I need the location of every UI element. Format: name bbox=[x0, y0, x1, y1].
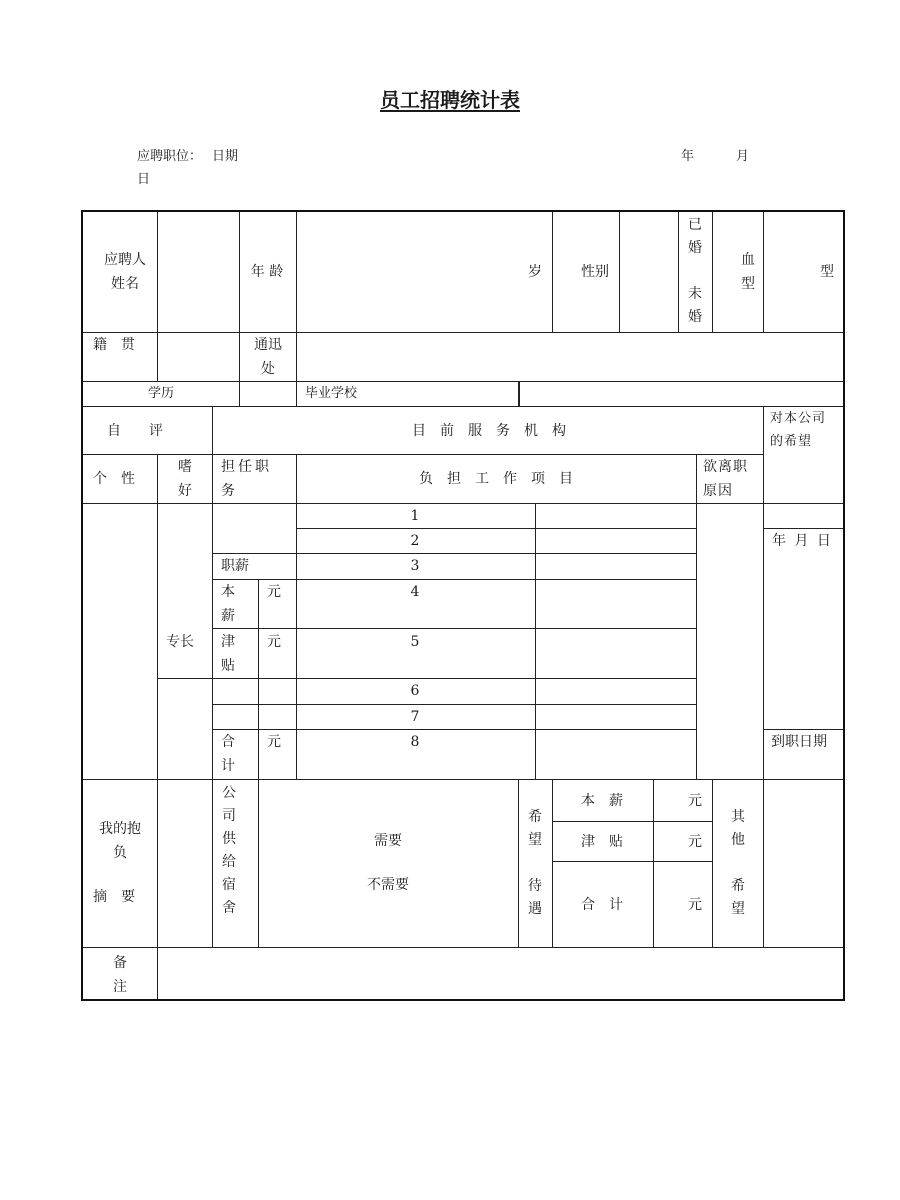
hope-company-label: 对本公司 的希望 bbox=[770, 411, 827, 449]
company-provide-label: 公司供给宿舍 bbox=[222, 785, 236, 916]
col-line bbox=[296, 332, 297, 381]
leave-reason-label: 欲离职 原因 bbox=[703, 459, 748, 499]
applicant-name-label: 应聘人 姓名 bbox=[104, 252, 146, 292]
origin-label: 籍 贯 bbox=[93, 337, 135, 353]
gender-label: 性别 bbox=[581, 264, 609, 280]
day-label: 日 bbox=[137, 172, 151, 187]
row-line bbox=[83, 332, 843, 333]
work-item-number: 2 bbox=[410, 533, 420, 549]
col-line bbox=[535, 503, 536, 779]
allowance-label: 津 贴 bbox=[221, 634, 235, 674]
row-line bbox=[212, 553, 696, 554]
col-line bbox=[157, 332, 158, 381]
married-label: 已婚 bbox=[688, 217, 702, 256]
col-line bbox=[296, 454, 297, 503]
yuan-unit: 元 bbox=[688, 834, 702, 850]
col-line bbox=[712, 779, 713, 947]
position-label: 应聘职位： bbox=[137, 149, 203, 164]
total-label: 合 计 bbox=[221, 734, 235, 774]
row-line bbox=[212, 579, 696, 580]
blood-type-label: 型 bbox=[820, 264, 834, 280]
col-line bbox=[239, 332, 240, 381]
yuan-unit: 元 bbox=[688, 793, 702, 809]
page-title: 员工招聘统计表 bbox=[380, 88, 520, 112]
col-line bbox=[296, 381, 297, 406]
work-item-number: 6 bbox=[410, 683, 420, 699]
col-line bbox=[212, 779, 213, 947]
other-hope-label: 希望 bbox=[731, 878, 745, 917]
yuan-unit: 元 bbox=[267, 634, 281, 650]
col-line bbox=[712, 212, 713, 332]
year-label: 年 bbox=[681, 149, 695, 164]
job-salary-label: 职薪 bbox=[221, 558, 249, 574]
work-items-label: 负 担 工 作 项 目 bbox=[419, 471, 573, 487]
col-line bbox=[696, 454, 697, 779]
row-line bbox=[212, 704, 696, 705]
row-line bbox=[83, 947, 843, 948]
other-label: 其他 bbox=[731, 809, 745, 848]
col-line bbox=[239, 212, 240, 332]
yuan-unit: 元 bbox=[688, 897, 702, 913]
col-line bbox=[239, 381, 240, 406]
specialty-label: 专长 bbox=[166, 634, 194, 650]
need-label: 需要 bbox=[374, 833, 402, 849]
col-line bbox=[518, 381, 520, 406]
no-need-label: 不需要 bbox=[367, 877, 409, 893]
row-line bbox=[552, 821, 712, 822]
total-pay-label: 合 计 bbox=[581, 897, 623, 913]
month-label: 月 bbox=[736, 149, 750, 164]
col-line bbox=[653, 779, 654, 947]
row-line bbox=[83, 779, 843, 780]
ymd-label: 年 月 日 bbox=[772, 533, 833, 549]
yuan-unit: 元 bbox=[267, 584, 281, 600]
col-line bbox=[619, 212, 620, 332]
base-salary-label: 本 薪 bbox=[221, 584, 235, 624]
col-line bbox=[157, 947, 158, 999]
row-line bbox=[552, 861, 712, 862]
summary-label: 摘 要 bbox=[93, 889, 135, 905]
row-line bbox=[158, 678, 696, 679]
col-line bbox=[157, 454, 158, 779]
row-line bbox=[83, 381, 843, 382]
col-line bbox=[157, 212, 158, 332]
treatment-label: 待遇 bbox=[528, 878, 542, 917]
col-line bbox=[763, 779, 764, 947]
col-line bbox=[552, 779, 553, 947]
unmarried-label: 未婚 bbox=[688, 286, 702, 325]
col-line bbox=[157, 779, 158, 947]
work-item-number: 5 bbox=[410, 634, 420, 650]
address-label: 通迅 处 bbox=[254, 337, 282, 377]
school-label: 毕业学校 bbox=[305, 386, 358, 401]
row-line bbox=[212, 729, 696, 730]
col-line bbox=[212, 406, 213, 503]
start-date-label: 到职日期 bbox=[771, 734, 827, 750]
col-line bbox=[258, 579, 259, 678]
date-label: 日期 bbox=[212, 149, 239, 164]
row-line bbox=[83, 406, 843, 407]
col-line bbox=[258, 779, 259, 947]
remark-label: 备 注 bbox=[113, 955, 127, 995]
col-line bbox=[518, 779, 519, 947]
work-item-number: 1 bbox=[410, 508, 420, 524]
current-org-label: 目 前 服 务 机 构 bbox=[412, 423, 566, 439]
col-line bbox=[212, 503, 213, 779]
age-label: 年 龄 bbox=[250, 264, 284, 280]
col-line bbox=[763, 406, 764, 779]
col-line bbox=[296, 503, 297, 779]
col-line bbox=[296, 212, 297, 332]
col-line bbox=[763, 212, 764, 332]
work-item-number: 8 bbox=[410, 734, 420, 750]
work-item-number: 3 bbox=[410, 558, 420, 574]
age-unit: 岁 bbox=[528, 264, 542, 280]
education-label: 学历 bbox=[148, 386, 175, 401]
duty-label: 担任职 务 bbox=[221, 459, 272, 499]
personality-label: 个 性 bbox=[93, 471, 135, 487]
hobby-label: 嗜 好 bbox=[178, 459, 192, 499]
work-item-number: 7 bbox=[410, 709, 420, 725]
work-item-number: 4 bbox=[410, 584, 420, 600]
self-eval-label: 自 评 bbox=[107, 423, 163, 439]
hope-label: 希望 bbox=[528, 809, 542, 848]
blood-label: 血 型 bbox=[741, 252, 755, 292]
yuan-unit: 元 bbox=[267, 734, 281, 750]
row-line bbox=[296, 528, 696, 529]
row-line bbox=[83, 503, 843, 504]
col-line bbox=[552, 212, 553, 332]
base-pay-label: 本 薪 bbox=[581, 793, 623, 809]
col-line bbox=[678, 212, 679, 332]
row-line bbox=[212, 628, 696, 629]
col-line bbox=[258, 678, 259, 779]
allowance-pay-label: 津 贴 bbox=[581, 834, 623, 850]
ambition-label: 我的抱 负 bbox=[99, 821, 141, 861]
